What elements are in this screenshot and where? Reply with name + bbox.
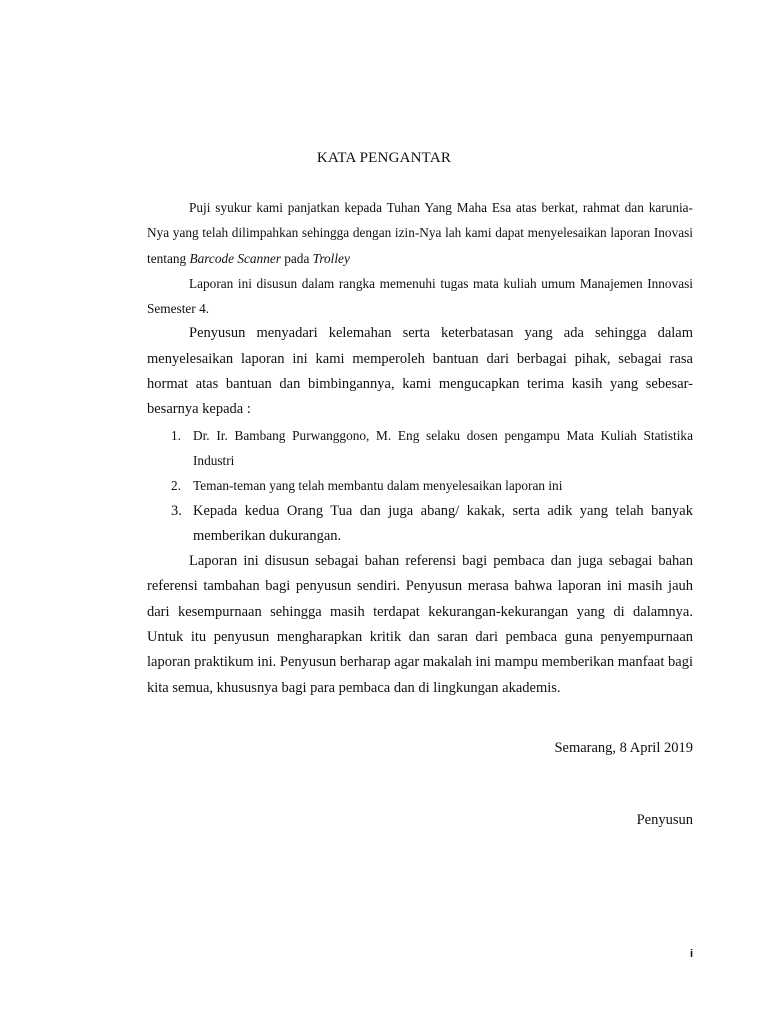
list-item-number: 1. bbox=[171, 427, 181, 443]
list-item-number: 3. bbox=[171, 502, 182, 519]
thanks-list bbox=[147, 423, 693, 549]
body-text bbox=[147, 195, 693, 701]
paragraph-opening-middle: pada bbox=[280, 250, 313, 266]
signature: Penyusun bbox=[636, 812, 693, 828]
paragraph-closing: Laporan ini disusun sebagai bahan referensi bagi pembaca dan juga sebagai bahan referensi tambahan bagi penyusun sendiri. Penyusun merasa bahwa laporan ini masih jauh dari kesempurnaan sehingga masih terdapat kekurangan-kekurangan yang di dalamnya. Untuk itu penyusun mengharapkan kritik dan saran dari pembaca guna penyempurnaan laporan praktikum ini. Penyusun berharap agar makalah ini mampu memberikan manfaat bagi kita semua, khususnya bagi para pembaca dan di lingkungan akademis. bbox=[147, 553, 693, 696]
page-number: i bbox=[689, 948, 693, 960]
paragraph-acknowledgement: Penyusun menyadari kelemahan serta keterbatasan yang ada sehingga dalam menyelesaikan laporan ini kami memperoleh bantuan dari berbagai pihak, sebagai rasa hormat atas bantuan dan bimbingannya, kami mengucapkan terima kasih yang sebesar-besarnya kepada : bbox=[147, 325, 693, 418]
list-item bbox=[147, 499, 693, 550]
list-item-text: Teman-teman yang telah membantu dalam menyelesaikan laporan ini bbox=[193, 478, 563, 494]
list-item-number: 2. bbox=[171, 478, 181, 494]
page-title: KATA PENGANTAR bbox=[316, 150, 452, 166]
list-item-text: Dr. Ir. Bambang Purwanggono, M. Eng selaku dosen pengampu Mata Kuliah Statistika Industri bbox=[193, 427, 693, 468]
italic-trolley: Trolley bbox=[312, 250, 350, 266]
italic-barcode-scanner: Barcode Scanner bbox=[189, 250, 281, 266]
paragraph-opening-text: Puji syukur kami panjatkan kepada Tuhan Yang Maha Esa atas berkat, rahmat dan karunia-Nya yang telah dilimpahkan sehingga dengan izin-Nya lah kami dapat menyelesaikan laporan Inovasi tentang bbox=[147, 200, 693, 266]
list-item-text: Kepada kedua Orang Tua dan juga abang/ kakak, serta adik yang telah banyak memberikan dukurangan. bbox=[193, 502, 693, 544]
paragraph-opening bbox=[147, 195, 693, 271]
place-date: Semarang, 8 April 2019 bbox=[554, 740, 693, 756]
list-item bbox=[147, 473, 693, 498]
paragraph-purpose: Laporan ini disusun dalam rangka memenuhi tugas mata kuliah umum Manajemen Innovasi Semester 4. bbox=[147, 275, 693, 317]
list-item bbox=[147, 423, 693, 474]
